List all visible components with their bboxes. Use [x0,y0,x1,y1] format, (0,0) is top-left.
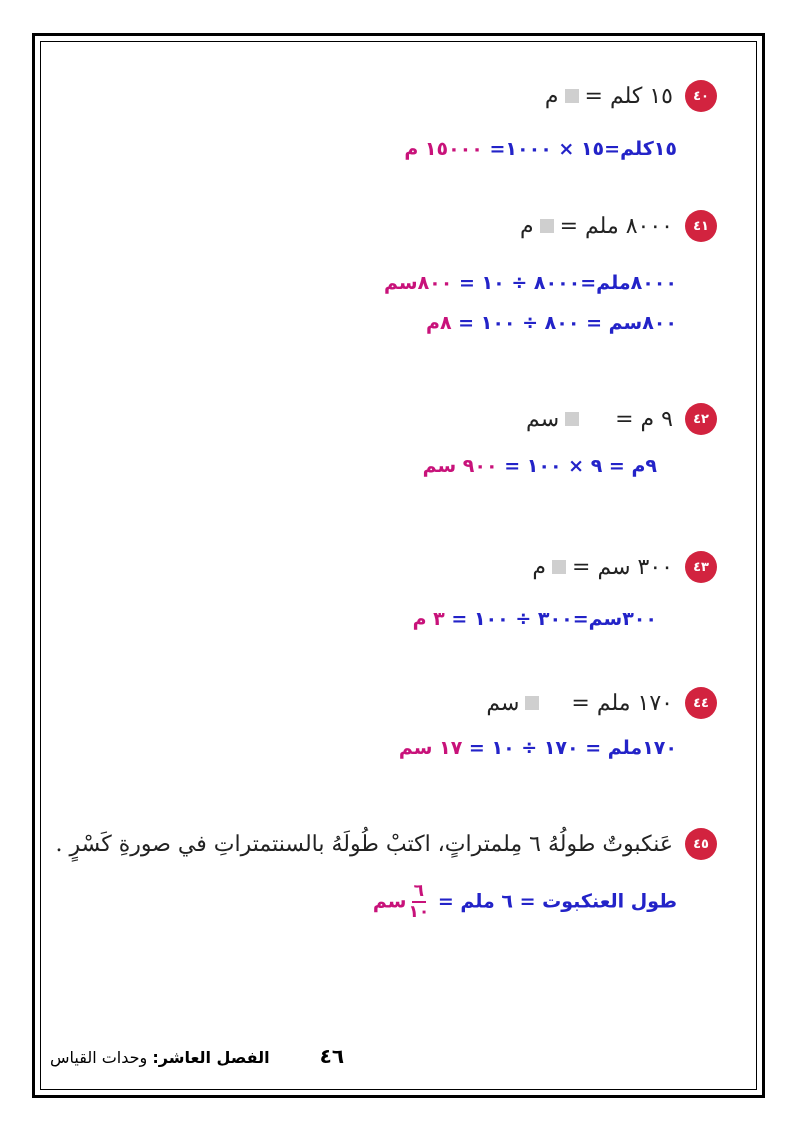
question-part-1: ٣٠٠ سم = [572,554,673,580]
chapter-unit: وحدات القياس [50,1048,148,1067]
problem-42 [526,403,717,435]
question-part-1: ٩ م = [615,406,673,432]
answer-segment: ٨٠٠٠ملم=٨٠٠٠ ÷ ١٠ = [452,272,677,294]
answer-blank [552,560,566,574]
question-part-1: ١٥ كلم = [584,83,673,109]
page-footer [50,1044,344,1068]
problem-question: عَنكبوتٌ طولُهُ ٦ مِلمتراتٍ، اكتبْ طُولَهُ بالسنتمتراتِ في صورةِ كَسْرٍ . [55,831,673,857]
answer-segment: ٣٠٠سم=٣٠٠ ÷ ١٠٠ = [444,608,657,630]
problem-45 [56,828,718,860]
problem-number-badge: ٤٥ [685,828,717,860]
problem-number-badge: ٤٠ [685,80,717,112]
problem-number-badge: ٤٢ [685,403,717,435]
answer-44 [399,737,677,759]
answer-segment: ٨٠٠سم = ٨٠٠ ÷ ١٠٠ = [451,312,677,334]
question-part-2: سم [526,406,560,432]
question-part-1: ١٧٠ ملم = [571,690,673,716]
problem-question [486,691,673,716]
problem-question [545,84,673,109]
fraction [408,883,429,921]
fraction-unit: سم [372,890,407,913]
problem-question [526,407,673,432]
answer-42 [423,455,657,477]
answer-result: ١٥٠٠٠ م [404,138,490,160]
fraction-numerator: ٦ [413,881,425,901]
problem-question [520,214,673,239]
answer-result: ٨م [426,312,452,334]
question-part-2: م [544,83,559,109]
answer-segment: ٩م = ٩ × ١٠٠ = [497,455,657,477]
answer-result: ٣ م [412,608,445,630]
answer-segment: ١٧٠ملم = ١٧٠ ÷ ١٠ = [462,737,677,759]
chapter-title [50,1048,270,1067]
problem-40 [545,80,717,112]
problem-41 [520,210,717,242]
answer-41-line-1 [384,272,677,294]
question-part-1: ٨٠٠٠ ملم = [559,213,673,239]
fraction-denominator: ١٠ [408,902,430,922]
worksheet-content [40,41,757,1090]
answer-45 [373,883,677,921]
answer-blank [565,89,579,103]
problem-43 [532,551,717,583]
answer-40 [404,138,677,160]
answer-blank [565,412,579,426]
page-number: ٤٦ [319,1044,345,1068]
answer-segment: =١٥ × ١٠٠٠= [489,138,621,160]
problem-question [532,555,673,580]
question-part-2: م [532,554,547,580]
answer-result: ١٧ سم [398,737,463,759]
problem-number-badge: ٤١ [685,210,717,242]
problem-number-badge: ٤٣ [685,551,717,583]
answer-43 [413,608,657,630]
answer-result: ٨٠٠سم [383,272,453,294]
answer-blank [525,696,539,710]
problem-number-badge: ٤٤ [685,687,717,719]
answer-segment: طول العنكبوت = ٦ ملم = [431,890,677,913]
chapter-label: الفصل العاشر: [152,1048,270,1067]
question-part-2: م [519,213,534,239]
answer-segment: ١٥كلم [620,138,677,160]
answer-blank [540,219,554,233]
question-part-2: سم [486,690,520,716]
answer-41-line-2 [426,312,677,334]
answer-result: ٩٠٠ سم [422,455,498,477]
problem-44 [486,687,717,719]
